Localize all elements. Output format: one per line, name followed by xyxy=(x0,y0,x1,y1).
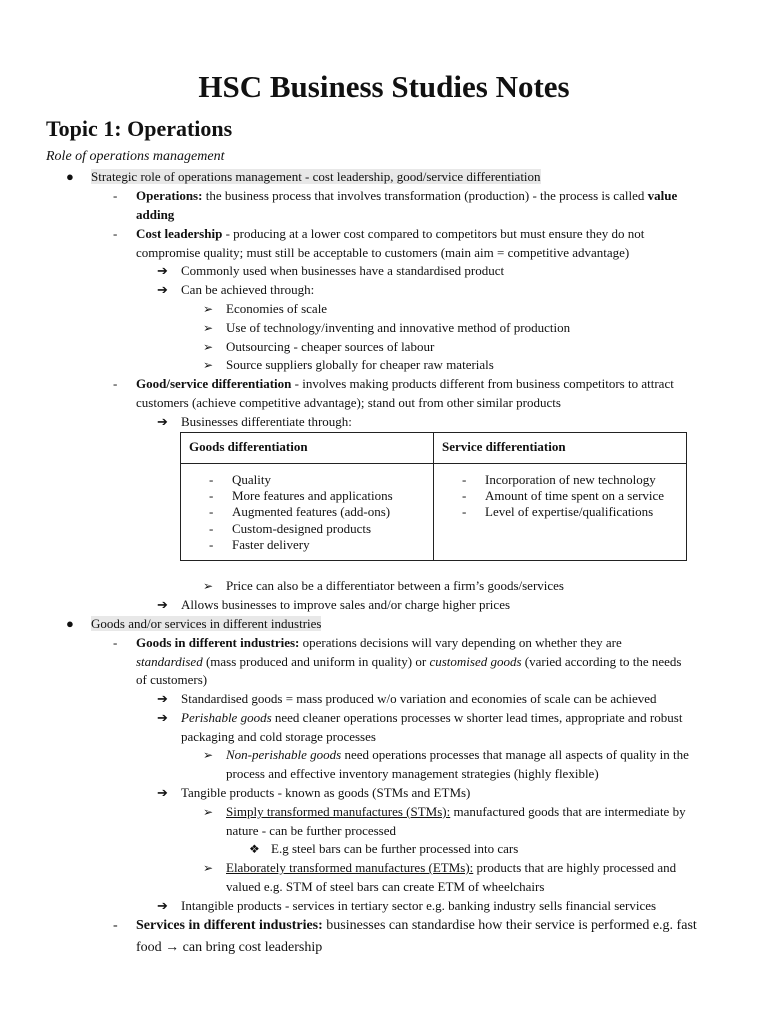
dash-icon: - xyxy=(113,635,118,650)
cost-leadership-point: Commonly used when businesses have a standardised product xyxy=(181,263,505,278)
bullet-icon: ● xyxy=(66,616,74,631)
differentiation-definition: Good/service differentiation - involves making products different from business competitors to attract xyxy=(136,376,674,391)
table-header: Goods differentiation xyxy=(181,433,434,464)
intangible-products-point: Intangible products - services in tertiary sector e.g. banking industry sells financial services xyxy=(181,898,657,913)
etm-definition: Elaborately transformed manufactures (ETMs): products that are highly processed and xyxy=(226,860,677,875)
cost-leadership-definition: Cost leadership - producing at a lower cost compared to competitors but must ensure they do not xyxy=(136,226,645,241)
list-item: Source suppliers globally for cheaper raw materials xyxy=(226,357,494,372)
cost-leadership-point: Can be achieved through: xyxy=(181,282,315,297)
triangle-bullet-icon: ➢ xyxy=(203,340,214,354)
list-item: - Incorporation of new technology xyxy=(462,472,656,487)
goods-services-heading: Goods and/or services in different industries xyxy=(91,616,322,631)
list-item: - Augmented features (add-ons) xyxy=(209,504,391,520)
differentiation-table xyxy=(180,432,687,561)
stm-definition-cont: nature - can be further processed xyxy=(226,823,396,838)
standardised-goods-point: Standardised goods = mass produced w/o variation and economies of scale can be achieved xyxy=(181,691,657,706)
dash-icon: - xyxy=(113,188,118,203)
arrow-icon: ➔ xyxy=(157,282,168,297)
arrow-icon: ➔ xyxy=(157,691,168,706)
goods-industries-definition-cont: of customers) xyxy=(136,672,208,687)
perishable-goods-point: Perishable goods need cleaner operations processes w shorter lead times, appropriate and robust xyxy=(181,710,683,725)
triangle-bullet-icon: ➢ xyxy=(203,748,214,762)
arrow-icon: ➔ xyxy=(157,898,168,913)
differentiation-definition-cont: customers (achieve competitive advantage); stand out from other similar products xyxy=(136,395,561,410)
triangle-bullet-icon: ➢ xyxy=(203,861,214,875)
list-item: Economies of scale xyxy=(226,301,328,316)
operations-definition: Operations: the business process that involves transformation (production) - the process is called value xyxy=(136,188,678,203)
table-header: Service differentiation xyxy=(434,433,687,464)
perishable-goods-point-cont: packaging and cold storage processes xyxy=(181,729,376,744)
triangle-bullet-icon: ➢ xyxy=(203,579,214,593)
list-item: - Faster delivery xyxy=(209,536,310,552)
operations-definition-cont: adding xyxy=(136,207,175,222)
differentiation-benefit: Allows businesses to improve sales and/or charge higher prices xyxy=(181,597,511,612)
price-differentiator-note: Price can also be a differentiator between a firm’s goods/services xyxy=(226,578,564,593)
arrow-icon: ➔ xyxy=(157,710,168,725)
etm-definition-cont: valued e.g. STM of steel bars can create ETM of wheelchairs xyxy=(226,879,545,894)
arrow-icon: ➔ xyxy=(157,414,168,429)
list-item: - Amount of time spent on a service xyxy=(462,488,665,504)
tangible-products-point: Tangible products - known as goods (STMs and ETMs) xyxy=(181,785,471,800)
dash-icon: - xyxy=(113,226,118,241)
goods-differentiation-cell xyxy=(181,464,434,561)
list-item: Outsourcing - cheaper sources of labour xyxy=(226,339,435,354)
list-item: Use of technology/inventing and innovative method of production xyxy=(226,320,571,335)
non-perishable-goods-point-cont: process and effective inventory management strategies (highly flexible) xyxy=(226,766,599,781)
triangle-bullet-icon: ➢ xyxy=(203,302,214,316)
non-perishable-goods-point: Non-perishable goods need operations processes that manage all aspects of quality in the xyxy=(226,747,689,762)
section-subheading: Role of operations management xyxy=(46,149,225,164)
service-differentiation-cell xyxy=(434,464,687,561)
goods-industries-definition-cont: standardised (mass produced and uniform in quality) or customised goods (varied according to the needs xyxy=(136,654,682,669)
differentiation-point: Businesses differentiate through: xyxy=(181,414,352,429)
list-item: - Level of expertise/qualifications xyxy=(462,504,654,520)
strategic-role-heading: Strategic role of operations management - cost leadership, good/service differentiation xyxy=(91,169,541,184)
triangle-bullet-icon: ➢ xyxy=(203,321,214,335)
document-title: HSC Business Studies Notes xyxy=(198,69,570,104)
list-item: - Quality xyxy=(209,472,271,487)
services-industries-definition: Services in different industries: businesses can standardise how their service is performed e.g. fast xyxy=(136,918,697,933)
topic-heading: Topic 1: Operations xyxy=(46,116,233,141)
diamond-bullet-icon: ❖ xyxy=(249,842,260,856)
stm-example: E.g steel bars can be further processed into cars xyxy=(271,841,519,856)
triangle-bullet-icon: ➢ xyxy=(203,358,214,372)
services-industries-definition-cont: food → can bring cost leadership xyxy=(136,940,323,955)
dash-icon: - xyxy=(113,376,118,391)
arrow-icon: ➔ xyxy=(157,597,168,612)
cost-leadership-definition-cont: compromise quality; must still be acceptable to customers (main aim = competitive advantage) xyxy=(136,245,630,260)
bullet-icon: ● xyxy=(66,169,74,184)
dash-icon: - xyxy=(113,918,118,933)
goods-industries-definition: Goods in different industries: operations decisions will vary depending on whether they are xyxy=(136,635,622,650)
list-item: - More features and applications xyxy=(209,488,393,504)
stm-definition: Simply transformed manufactures (STMs): manufactured goods that are intermediate by xyxy=(226,804,686,819)
triangle-bullet-icon: ➢ xyxy=(203,805,214,819)
arrow-icon: ➔ xyxy=(157,263,168,278)
list-item: - Custom-designed products xyxy=(209,520,372,536)
arrow-icon: ➔ xyxy=(157,785,168,800)
